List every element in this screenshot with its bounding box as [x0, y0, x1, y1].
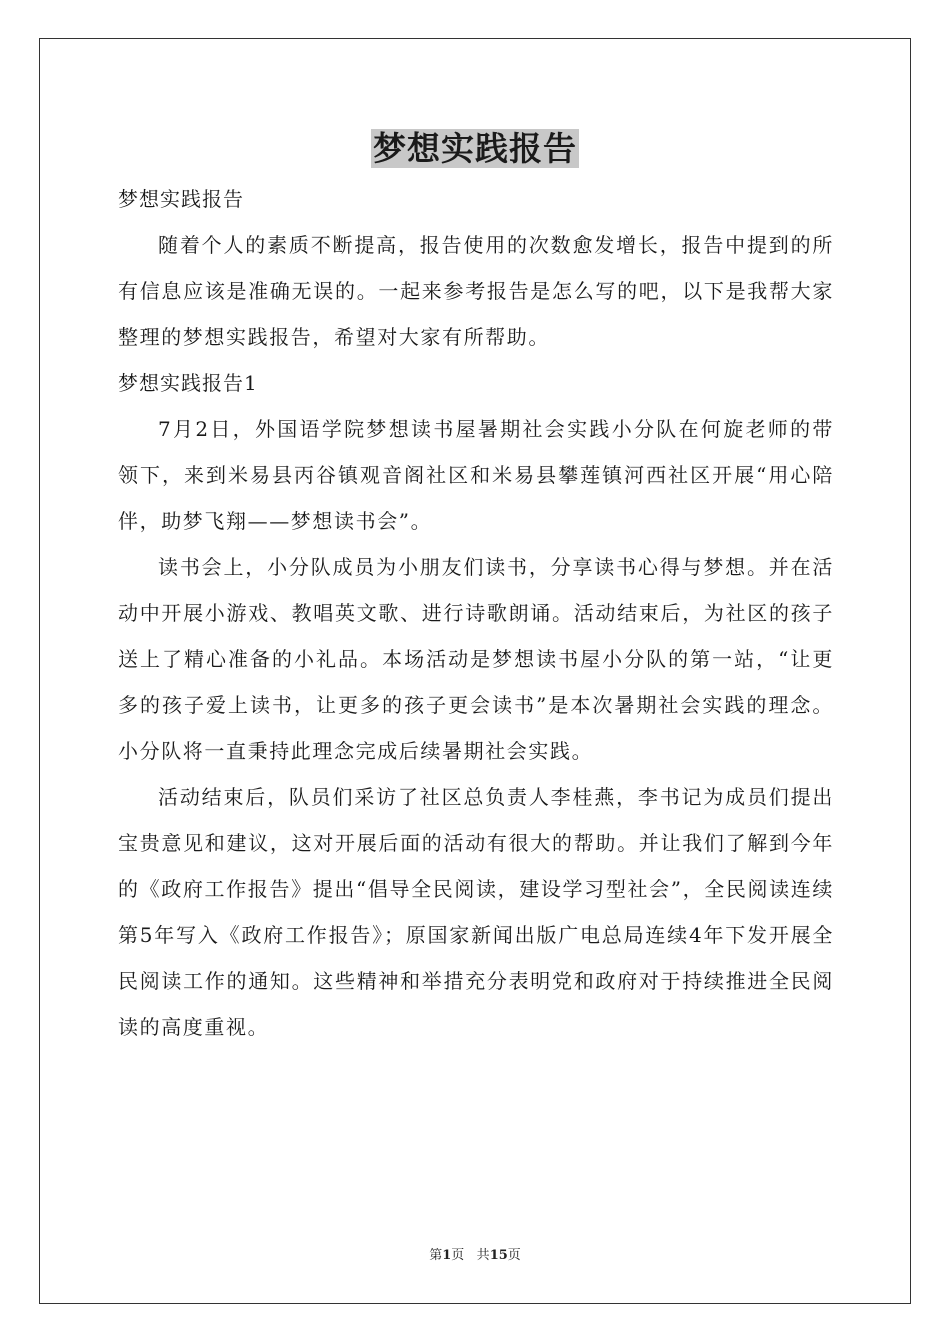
page-prefix: 第: [429, 1248, 443, 1263]
intro-paragraph: 随着个人的素质不断提高，报告使用的次数愈发增长，报告中提到的所有信息应该是准确无误的。一起来参考报告是怎么写的吧，以下是我帮大家整理的梦想实践报告，希望对大家有所帮助。: [118, 233, 834, 349]
document-subtitle: 梦想实践报告: [118, 187, 244, 211]
page-footer: [0, 1246, 950, 1266]
page-current: 1: [442, 1248, 452, 1263]
document-body: [118, 176, 834, 1050]
body-paragraph-3: 活动结束后，队员们采访了社区总负责人李桂燕，李书记为成员们提出宝贵意见和建议，这对开展后面的活动有很大的帮助。并让我们了解到今年的《政府工作报告》提出“倡导全民阅读，建设学习型社会”，全民阅读连续第5年写入《政府工作报告》；原国家新闻出版广电总局连续4年下发开展全民阅读工作的通知。这些精神和举措充分表明党和政府对于持续推进全民阅读的高度重视。: [118, 785, 834, 1039]
document-title-text: 梦想实践报告: [373, 129, 577, 168]
page-suffix: 页: [451, 1248, 465, 1263]
section-heading: 梦想实践报告1: [118, 371, 258, 395]
page-total: 15: [489, 1248, 508, 1263]
total-suffix: 页: [507, 1248, 521, 1263]
body-paragraph-2: 读书会上，小分队成员为小朋友们读书，分享读书心得与梦想。并在活动中开展小游戏、教唱英文歌、进行诗歌朗诵。活动结束后，为社区的孩子送上了精心准备的小礼品。本场活动是梦想读书屋小分队的第一站，“让更多的孩子爱上读书，让更多的孩子更会读书”是本次暑期社会实践的理念。小分队将一直秉持此理念完成后续暑期社会实践。: [118, 555, 834, 763]
document-title: [0, 124, 950, 174]
body-paragraph-1: 7月2日，外国语学院梦想读书屋暑期社会实践小分队在何旋老师的带领下，来到米易县丙谷镇观音阁社区和米易县攀莲镇河西社区开展“用心陪伴，助梦飞翔——梦想读书会”。: [118, 417, 834, 533]
total-prefix: 共: [476, 1248, 490, 1263]
